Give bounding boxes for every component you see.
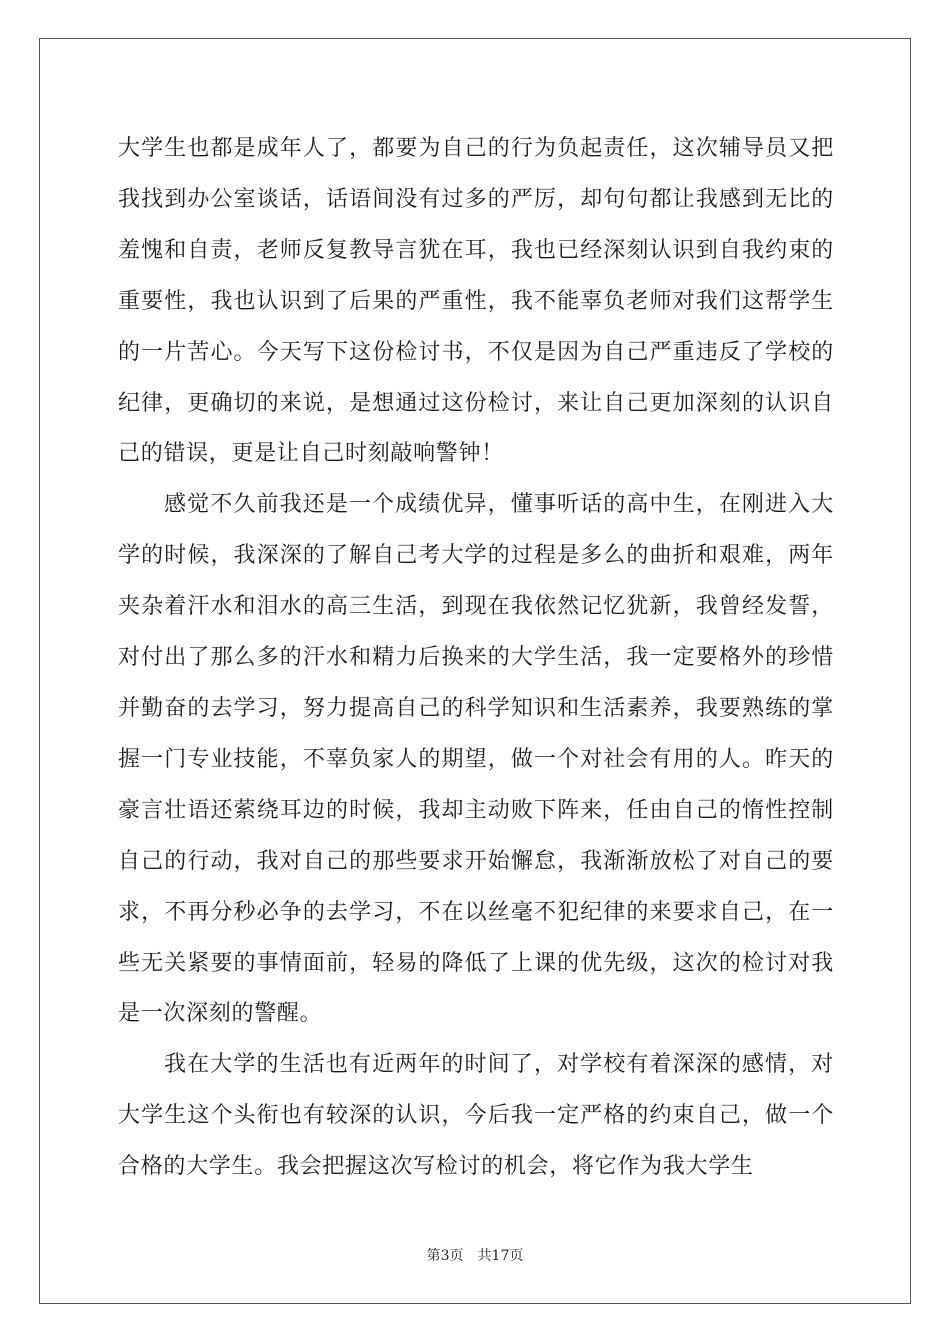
page-number-footer: 第3页 共17页 bbox=[426, 1248, 524, 1264]
paragraph-3: 我在大学的生活也有近两年的时间了，对学校有着深深的感情，对大学生这个头衔也有较深的认识，今后我一定严格的约束自己，做一个合格的大学生。我会把握这次写检讨的机会，将它作为我大学生 bbox=[118, 1052, 834, 1180]
paragraph-2: 感觉不久前我还是一个成绩优异，懂事听话的高中生，在刚进入大学的时候，我深深的了解自己考大学的过程是多么的曲折和艰难，两年夹杂着汗水和泪水的高三生活，到现在我依然记忆犹新，我曾经发誓，对付出了那么多的汗水和精力后换来的大学生活，我一定要格外的珍惜并勤奋的去学习，努力提高自己的科学知识和生活素养，我要熟练的掌握一门专业技能，不辜负家人的期望，做一个对社会有用的人。昨天的豪言壮语还萦绕耳边的时候，我却主动败下阵来，任由自己的惰性控制自己的行动，我对自己的那些要求开始懈怠，我渐渐放松了对自己的要求，不再分秒必争的去学习，不在以丝毫不犯纪律的来要求自己，在一些无关紧要的事情面前，轻易的降低了上课的优先级，这次的检讨对我是一次深刻的警醒。 bbox=[118, 492, 834, 1027]
document-body bbox=[118, 124, 834, 1193]
paragraph-1: 大学生也都是成年人了，都要为自己的行为负起责任，这次辅导员又把我找到办公室谈话，话语间没有过多的严厉，却句句都让我感到无比的羞愧和自责，老师反复教导言犹在耳，我也已经深刻认识到自我约束的重要性，我也认识到了后果的严重性，我不能辜负老师对我们这帮学生的一片苦心。今天写下这份检讨书，不仅是因为自己严重违反了学校的纪律，更确切的来说，是想通过这份检讨，来让自己更加深刻的认识自己的错误，更是让自己时刻敲响警钟！ bbox=[118, 136, 834, 467]
